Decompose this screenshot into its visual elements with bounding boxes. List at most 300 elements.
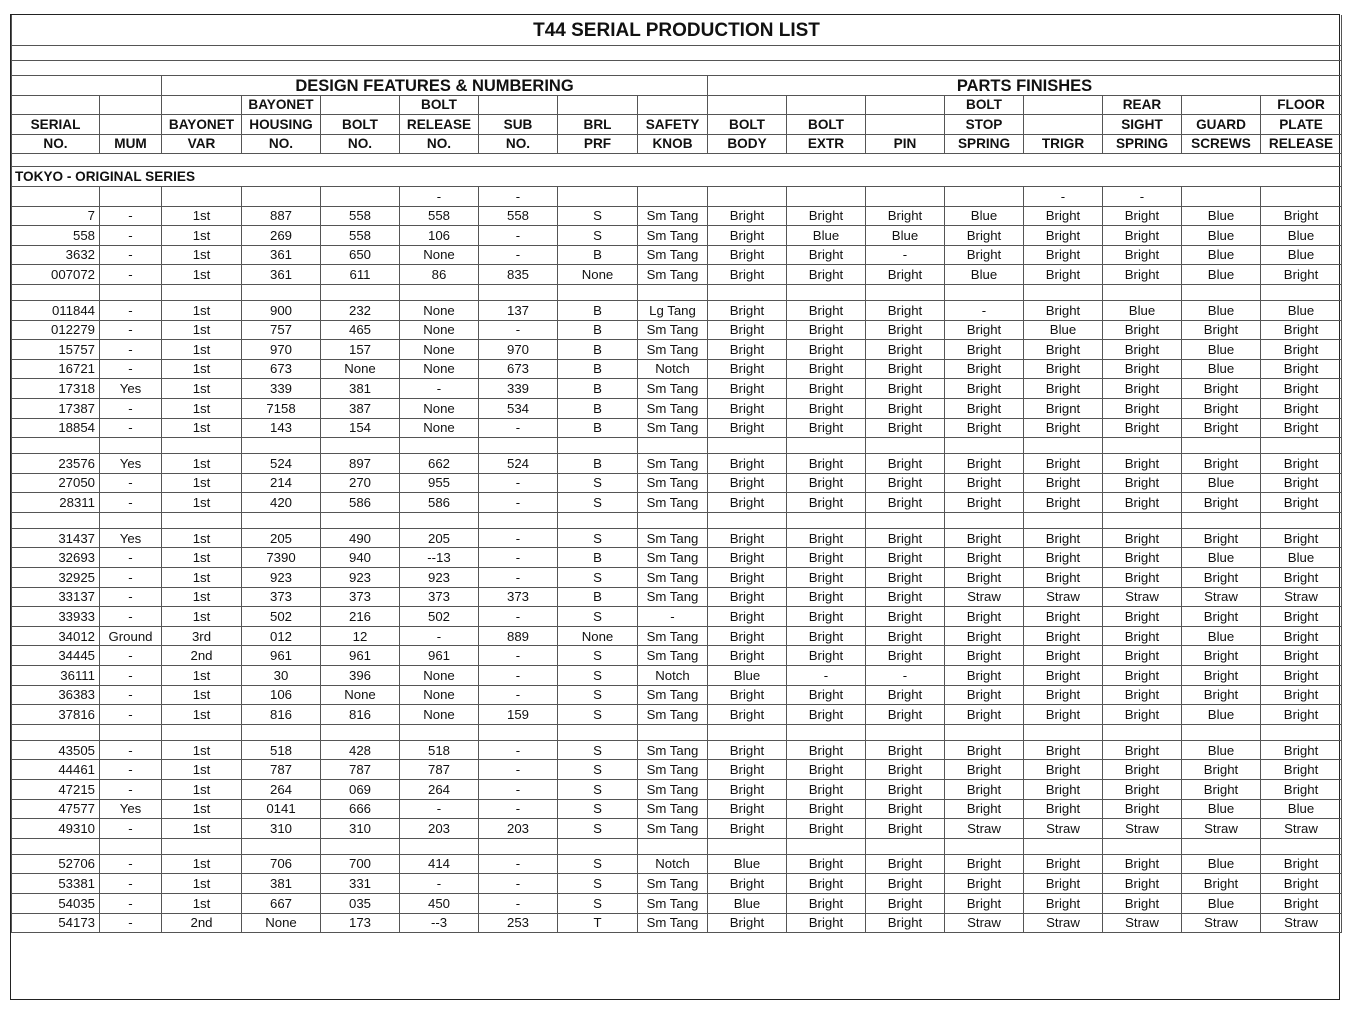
- table-cell: [12, 438, 100, 454]
- table-cell: Bright: [1024, 760, 1103, 780]
- table-cell: Sm Tang: [638, 626, 708, 646]
- table-cell: 264: [242, 780, 321, 800]
- table-cell: Sm Tang: [638, 760, 708, 780]
- table-row: [12, 226, 1342, 246]
- table-cell: Bright: [1261, 359, 1342, 379]
- table-cell: -: [479, 799, 558, 819]
- table-row: [12, 685, 1342, 705]
- table-cell: 12: [321, 626, 400, 646]
- table-cell: 035: [321, 893, 400, 913]
- table-cell: 1st: [162, 587, 242, 607]
- table-cell: Sm Tang: [638, 493, 708, 513]
- table-cell: 205: [400, 528, 479, 548]
- table-cell: 889: [479, 626, 558, 646]
- table-cell: S: [558, 705, 638, 725]
- table-cell: 339: [479, 379, 558, 399]
- table-cell: Bright: [945, 893, 1024, 913]
- table-cell: [787, 512, 866, 528]
- serial-cell: 52706: [12, 854, 100, 874]
- table-cell: B: [558, 548, 638, 568]
- table-cell: Bright: [787, 340, 866, 360]
- table-cell: 173: [321, 913, 400, 933]
- table-cell: 757: [242, 320, 321, 340]
- column-header: [558, 95, 638, 115]
- table-cell: Bright: [1103, 705, 1182, 725]
- serial-cell: 7: [12, 206, 100, 226]
- table-cell: Blue: [708, 854, 787, 874]
- table-cell: [558, 512, 638, 528]
- table-cell: 1st: [162, 819, 242, 839]
- table-cell: Bright: [1261, 340, 1342, 360]
- table-cell: Bright: [866, 359, 945, 379]
- table-cell: -: [100, 646, 162, 666]
- table-cell: 518: [400, 740, 479, 760]
- table-cell: Bright: [1024, 206, 1103, 226]
- table-cell: 331: [321, 874, 400, 894]
- table-cell: -: [479, 320, 558, 340]
- table-cell: [1261, 284, 1342, 300]
- table-cell: -: [100, 245, 162, 265]
- table-cell: [708, 186, 787, 206]
- table-row: [12, 245, 1342, 265]
- table-cell: 396: [321, 666, 400, 686]
- column-header: PRF: [558, 134, 638, 154]
- table-cell: None: [400, 705, 479, 725]
- table-cell: 1st: [162, 265, 242, 285]
- parts-finishes-heading: PARTS FINISHES: [708, 76, 1342, 96]
- table-cell: Bright: [1261, 528, 1342, 548]
- table-cell: Blue: [945, 265, 1024, 285]
- serial-cell: 43505: [12, 740, 100, 760]
- table-cell: Bright: [866, 799, 945, 819]
- table-cell: Bright: [1103, 666, 1182, 686]
- table-cell: 502: [400, 607, 479, 627]
- table-cell: 450: [400, 893, 479, 913]
- table-cell: Blue: [1103, 300, 1182, 320]
- table-cell: -: [100, 568, 162, 588]
- table-cell: [1103, 724, 1182, 740]
- table-cell: [708, 438, 787, 454]
- table-cell: Bright: [1182, 607, 1261, 627]
- table-cell: 586: [400, 493, 479, 513]
- table-cell: [708, 724, 787, 740]
- table-cell: Bright: [1103, 548, 1182, 568]
- table-cell: [162, 838, 242, 854]
- table-cell: Bright: [1261, 493, 1342, 513]
- column-header: PLATE: [1261, 115, 1342, 135]
- table-cell: Bright: [1024, 626, 1103, 646]
- table-cell: 159: [479, 705, 558, 725]
- table-cell: [479, 284, 558, 300]
- table-cell: --3: [400, 913, 479, 933]
- table-cell: Bright: [1182, 874, 1261, 894]
- table-cell: Bright: [1182, 379, 1261, 399]
- table-cell: Blue: [1182, 265, 1261, 285]
- table-cell: 373: [400, 587, 479, 607]
- table-cell: Bright: [866, 646, 945, 666]
- table-cell: -: [100, 418, 162, 438]
- table-cell: Bright: [708, 626, 787, 646]
- table-cell: 1st: [162, 607, 242, 627]
- table-cell: 310: [242, 819, 321, 839]
- table-cell: Bright: [1024, 493, 1103, 513]
- table-cell: [945, 838, 1024, 854]
- marker-row: [12, 186, 1342, 206]
- table-cell: Sm Tang: [638, 226, 708, 246]
- table-row: [12, 548, 1342, 568]
- table-cell: Bright: [1261, 206, 1342, 226]
- table-cell: [638, 512, 708, 528]
- column-header: NO.: [12, 134, 100, 154]
- table-cell: Bright: [945, 780, 1024, 800]
- table-cell: -: [479, 854, 558, 874]
- table-cell: [1261, 838, 1342, 854]
- table-cell: Bright: [708, 226, 787, 246]
- table-cell: 1st: [162, 245, 242, 265]
- serial-cell: 54173: [12, 913, 100, 933]
- table-cell: Bright: [787, 799, 866, 819]
- table-cell: Bright: [708, 206, 787, 226]
- table-cell: Blue: [1182, 893, 1261, 913]
- table-cell: 666: [321, 799, 400, 819]
- serial-cell: 3632: [12, 245, 100, 265]
- column-header: MUM: [100, 134, 162, 154]
- table-cell: -: [100, 685, 162, 705]
- table-cell: Straw: [945, 587, 1024, 607]
- table-cell: 816: [242, 705, 321, 725]
- table-cell: Sm Tang: [638, 587, 708, 607]
- table-cell: Bright: [1103, 226, 1182, 246]
- table-cell: Bright: [1182, 418, 1261, 438]
- table-cell: Bright: [866, 568, 945, 588]
- table-cell: Bright: [1103, 799, 1182, 819]
- table-cell: Bright: [1024, 226, 1103, 246]
- table-cell: [638, 186, 708, 206]
- table-cell: Lg Tang: [638, 300, 708, 320]
- serial-cell: 32693: [12, 548, 100, 568]
- table-cell: 3rd: [162, 626, 242, 646]
- table-cell: -: [479, 685, 558, 705]
- table-cell: Blue: [866, 226, 945, 246]
- table-cell: -: [400, 379, 479, 399]
- table-cell: Bright: [1261, 740, 1342, 760]
- table-cell: S: [558, 646, 638, 666]
- table-cell: Bright: [708, 705, 787, 725]
- table-cell: Bright: [866, 819, 945, 839]
- table-cell: Blue: [708, 666, 787, 686]
- table-cell: Bright: [1182, 685, 1261, 705]
- table-cell: 0141: [242, 799, 321, 819]
- serial-cell: 54035: [12, 893, 100, 913]
- table-cell: [321, 724, 400, 740]
- table-cell: S: [558, 666, 638, 686]
- table-cell: 787: [400, 760, 479, 780]
- table-cell: Bright: [866, 548, 945, 568]
- table-cell: Bright: [945, 548, 1024, 568]
- table-cell: -: [479, 568, 558, 588]
- column-header: EXTR: [787, 134, 866, 154]
- table-cell: Bright: [1103, 265, 1182, 285]
- table-cell: -: [479, 186, 558, 206]
- table-cell: 970: [479, 340, 558, 360]
- table-cell: Bright: [866, 705, 945, 725]
- serial-cell: 32925: [12, 568, 100, 588]
- table-cell: S: [558, 607, 638, 627]
- table-cell: 269: [242, 226, 321, 246]
- table-cell: [945, 438, 1024, 454]
- table-cell: -: [479, 493, 558, 513]
- table-cell: [242, 838, 321, 854]
- table-cell: [1261, 512, 1342, 528]
- table-cell: Bright: [1182, 398, 1261, 418]
- table-cell: Notch: [638, 359, 708, 379]
- table-cell: Bright: [1103, 893, 1182, 913]
- table-cell: 816: [321, 705, 400, 725]
- table-cell: Bright: [945, 666, 1024, 686]
- table-cell: Straw: [1261, 819, 1342, 839]
- table-cell: -: [479, 760, 558, 780]
- table-row: [12, 780, 1342, 800]
- table-cell: 673: [479, 359, 558, 379]
- table-cell: 203: [479, 819, 558, 839]
- table-cell: 2nd: [162, 913, 242, 933]
- table-cell: -: [100, 874, 162, 894]
- table-cell: [787, 438, 866, 454]
- table-cell: Bright: [1024, 685, 1103, 705]
- table-cell: Bright: [1024, 418, 1103, 438]
- table-cell: [1024, 512, 1103, 528]
- table-cell: Bright: [1261, 379, 1342, 399]
- table-cell: Blue: [1182, 473, 1261, 493]
- table-cell: -: [100, 359, 162, 379]
- table-cell: [100, 724, 162, 740]
- table-cell: [787, 724, 866, 740]
- table-cell: Sm Tang: [638, 245, 708, 265]
- table-cell: 1st: [162, 473, 242, 493]
- table-cell: Straw: [1261, 913, 1342, 933]
- table-cell: Bright: [1103, 418, 1182, 438]
- table-cell: [1182, 186, 1261, 206]
- table-cell: Bright: [708, 874, 787, 894]
- serial-cell: 012279: [12, 320, 100, 340]
- table-cell: Bright: [866, 398, 945, 418]
- table-cell: None: [400, 418, 479, 438]
- table-cell: -: [945, 300, 1024, 320]
- table-cell: 923: [242, 568, 321, 588]
- table-cell: Bright: [1103, 379, 1182, 399]
- table-cell: 1st: [162, 799, 242, 819]
- table-cell: [638, 838, 708, 854]
- table-cell: [1182, 438, 1261, 454]
- table-cell: Bright: [866, 493, 945, 513]
- table-cell: Bright: [1103, 874, 1182, 894]
- table-cell: Straw: [1103, 587, 1182, 607]
- table-cell: Bright: [1103, 320, 1182, 340]
- table-cell: 558: [321, 226, 400, 246]
- table-cell: 787: [242, 760, 321, 780]
- table-cell: -: [100, 300, 162, 320]
- table-cell: -: [479, 740, 558, 760]
- table-cell: [479, 512, 558, 528]
- table-cell: Bright: [945, 398, 1024, 418]
- table-cell: 157: [321, 340, 400, 360]
- table-row: [12, 568, 1342, 588]
- table-cell: Bright: [945, 528, 1024, 548]
- table-cell: 1st: [162, 854, 242, 874]
- table-cell: Bright: [708, 780, 787, 800]
- table-cell: S: [558, 819, 638, 839]
- separator-row: [12, 838, 1342, 854]
- table-cell: [558, 284, 638, 300]
- spacer-row: [12, 154, 1342, 167]
- table-cell: [321, 438, 400, 454]
- table-cell: -: [100, 473, 162, 493]
- table-cell: 1st: [162, 760, 242, 780]
- table-cell: Straw: [1182, 819, 1261, 839]
- serial-cell: 49310: [12, 819, 100, 839]
- table-cell: Bright: [945, 473, 1024, 493]
- table-cell: Bright: [787, 587, 866, 607]
- table-cell: Bright: [787, 760, 866, 780]
- column-header: TRIGR: [1024, 134, 1103, 154]
- column-header: RELEASE: [400, 115, 479, 135]
- table-cell: Bright: [866, 340, 945, 360]
- table-cell: Sm Tang: [638, 473, 708, 493]
- table-cell: -: [100, 587, 162, 607]
- table-cell: 137: [479, 300, 558, 320]
- table-cell: 1st: [162, 398, 242, 418]
- table-cell: Bright: [945, 454, 1024, 474]
- table-cell: 361: [242, 245, 321, 265]
- table-cell: None: [321, 359, 400, 379]
- serial-cell: 18854: [12, 418, 100, 438]
- spacer-row: [12, 46, 1342, 61]
- table-cell: Sm Tang: [638, 454, 708, 474]
- table-cell: Bright: [1024, 607, 1103, 627]
- table-cell: Bright: [1024, 473, 1103, 493]
- column-header: REAR: [1103, 95, 1182, 115]
- table-cell: S: [558, 740, 638, 760]
- column-header: BAYONET: [162, 115, 242, 135]
- table-cell: Blue: [1182, 854, 1261, 874]
- table-cell: 420: [242, 493, 321, 513]
- column-header: NO.: [321, 134, 400, 154]
- table-cell: [1182, 838, 1261, 854]
- table-cell: 558: [321, 206, 400, 226]
- table-cell: -: [100, 398, 162, 418]
- table-cell: 264: [400, 780, 479, 800]
- table-cell: Bright: [866, 780, 945, 800]
- column-header: GUARD: [1182, 115, 1261, 135]
- serial-cell: 34012: [12, 626, 100, 646]
- table-cell: [945, 284, 1024, 300]
- column-header: [1024, 115, 1103, 135]
- table-cell: 1st: [162, 685, 242, 705]
- table-cell: Blue: [1182, 300, 1261, 320]
- table-cell: [321, 838, 400, 854]
- table-cell: Sm Tang: [638, 528, 708, 548]
- table-cell: T: [558, 913, 638, 933]
- column-header: NO.: [400, 134, 479, 154]
- table-cell: 897: [321, 454, 400, 474]
- table-cell: 428: [321, 740, 400, 760]
- table-cell: Bright: [1103, 454, 1182, 474]
- serial-cell: 53381: [12, 874, 100, 894]
- table-cell: [866, 438, 945, 454]
- table-cell: [242, 512, 321, 528]
- table-cell: [945, 186, 1024, 206]
- table-cell: -: [479, 473, 558, 493]
- column-header: BOLT: [708, 115, 787, 135]
- table-row: [12, 874, 1342, 894]
- table-cell: Bright: [1024, 780, 1103, 800]
- table-cell: -: [479, 548, 558, 568]
- table-cell: Blue: [1182, 799, 1261, 819]
- table-cell: [1024, 284, 1103, 300]
- table-cell: Bright: [866, 874, 945, 894]
- serial-cell: 47577: [12, 799, 100, 819]
- table-row: [12, 705, 1342, 725]
- table-cell: 465: [321, 320, 400, 340]
- table-cell: 835: [479, 265, 558, 285]
- table-row: [12, 265, 1342, 285]
- table-cell: [787, 284, 866, 300]
- table-row: [12, 666, 1342, 686]
- table-cell: 1st: [162, 206, 242, 226]
- table-cell: Bright: [1024, 359, 1103, 379]
- table-cell: Bright: [1103, 206, 1182, 226]
- table-cell: Bright: [708, 454, 787, 474]
- table-cell: 970: [242, 340, 321, 360]
- table-cell: Bright: [787, 646, 866, 666]
- table-row: [12, 913, 1342, 933]
- serial-cell: 17318: [12, 379, 100, 399]
- table-cell: Bright: [866, 760, 945, 780]
- table-cell: Bright: [1024, 893, 1103, 913]
- table-row: [12, 893, 1342, 913]
- table-cell: 1st: [162, 666, 242, 686]
- table-cell: Bright: [1024, 854, 1103, 874]
- table-cell: -: [400, 186, 479, 206]
- table-cell: Bright: [866, 418, 945, 438]
- table-cell: [866, 724, 945, 740]
- table-cell: Bright: [1261, 760, 1342, 780]
- table-cell: None: [400, 300, 479, 320]
- table-cell: Bright: [787, 245, 866, 265]
- table-cell: Bright: [1261, 626, 1342, 646]
- table-cell: Bright: [1182, 568, 1261, 588]
- group-spacer: [12, 76, 162, 96]
- table-cell: B: [558, 398, 638, 418]
- table-cell: Blue: [1261, 548, 1342, 568]
- serial-cell: 558: [12, 226, 100, 246]
- table-cell: None: [400, 398, 479, 418]
- table-cell: Brignt: [1024, 398, 1103, 418]
- table-cell: Bright: [1024, 646, 1103, 666]
- table-cell: Bright: [866, 893, 945, 913]
- table-cell: Sm Tang: [638, 340, 708, 360]
- table-cell: Sm Tang: [638, 418, 708, 438]
- table-cell: [12, 838, 100, 854]
- table-cell: S: [558, 685, 638, 705]
- table-cell: 650: [321, 245, 400, 265]
- serial-cell: 007072: [12, 265, 100, 285]
- table-cell: 154: [321, 418, 400, 438]
- table-row: [12, 740, 1342, 760]
- table-cell: Bright: [1103, 398, 1182, 418]
- table-cell: 1st: [162, 493, 242, 513]
- table-row: [12, 760, 1342, 780]
